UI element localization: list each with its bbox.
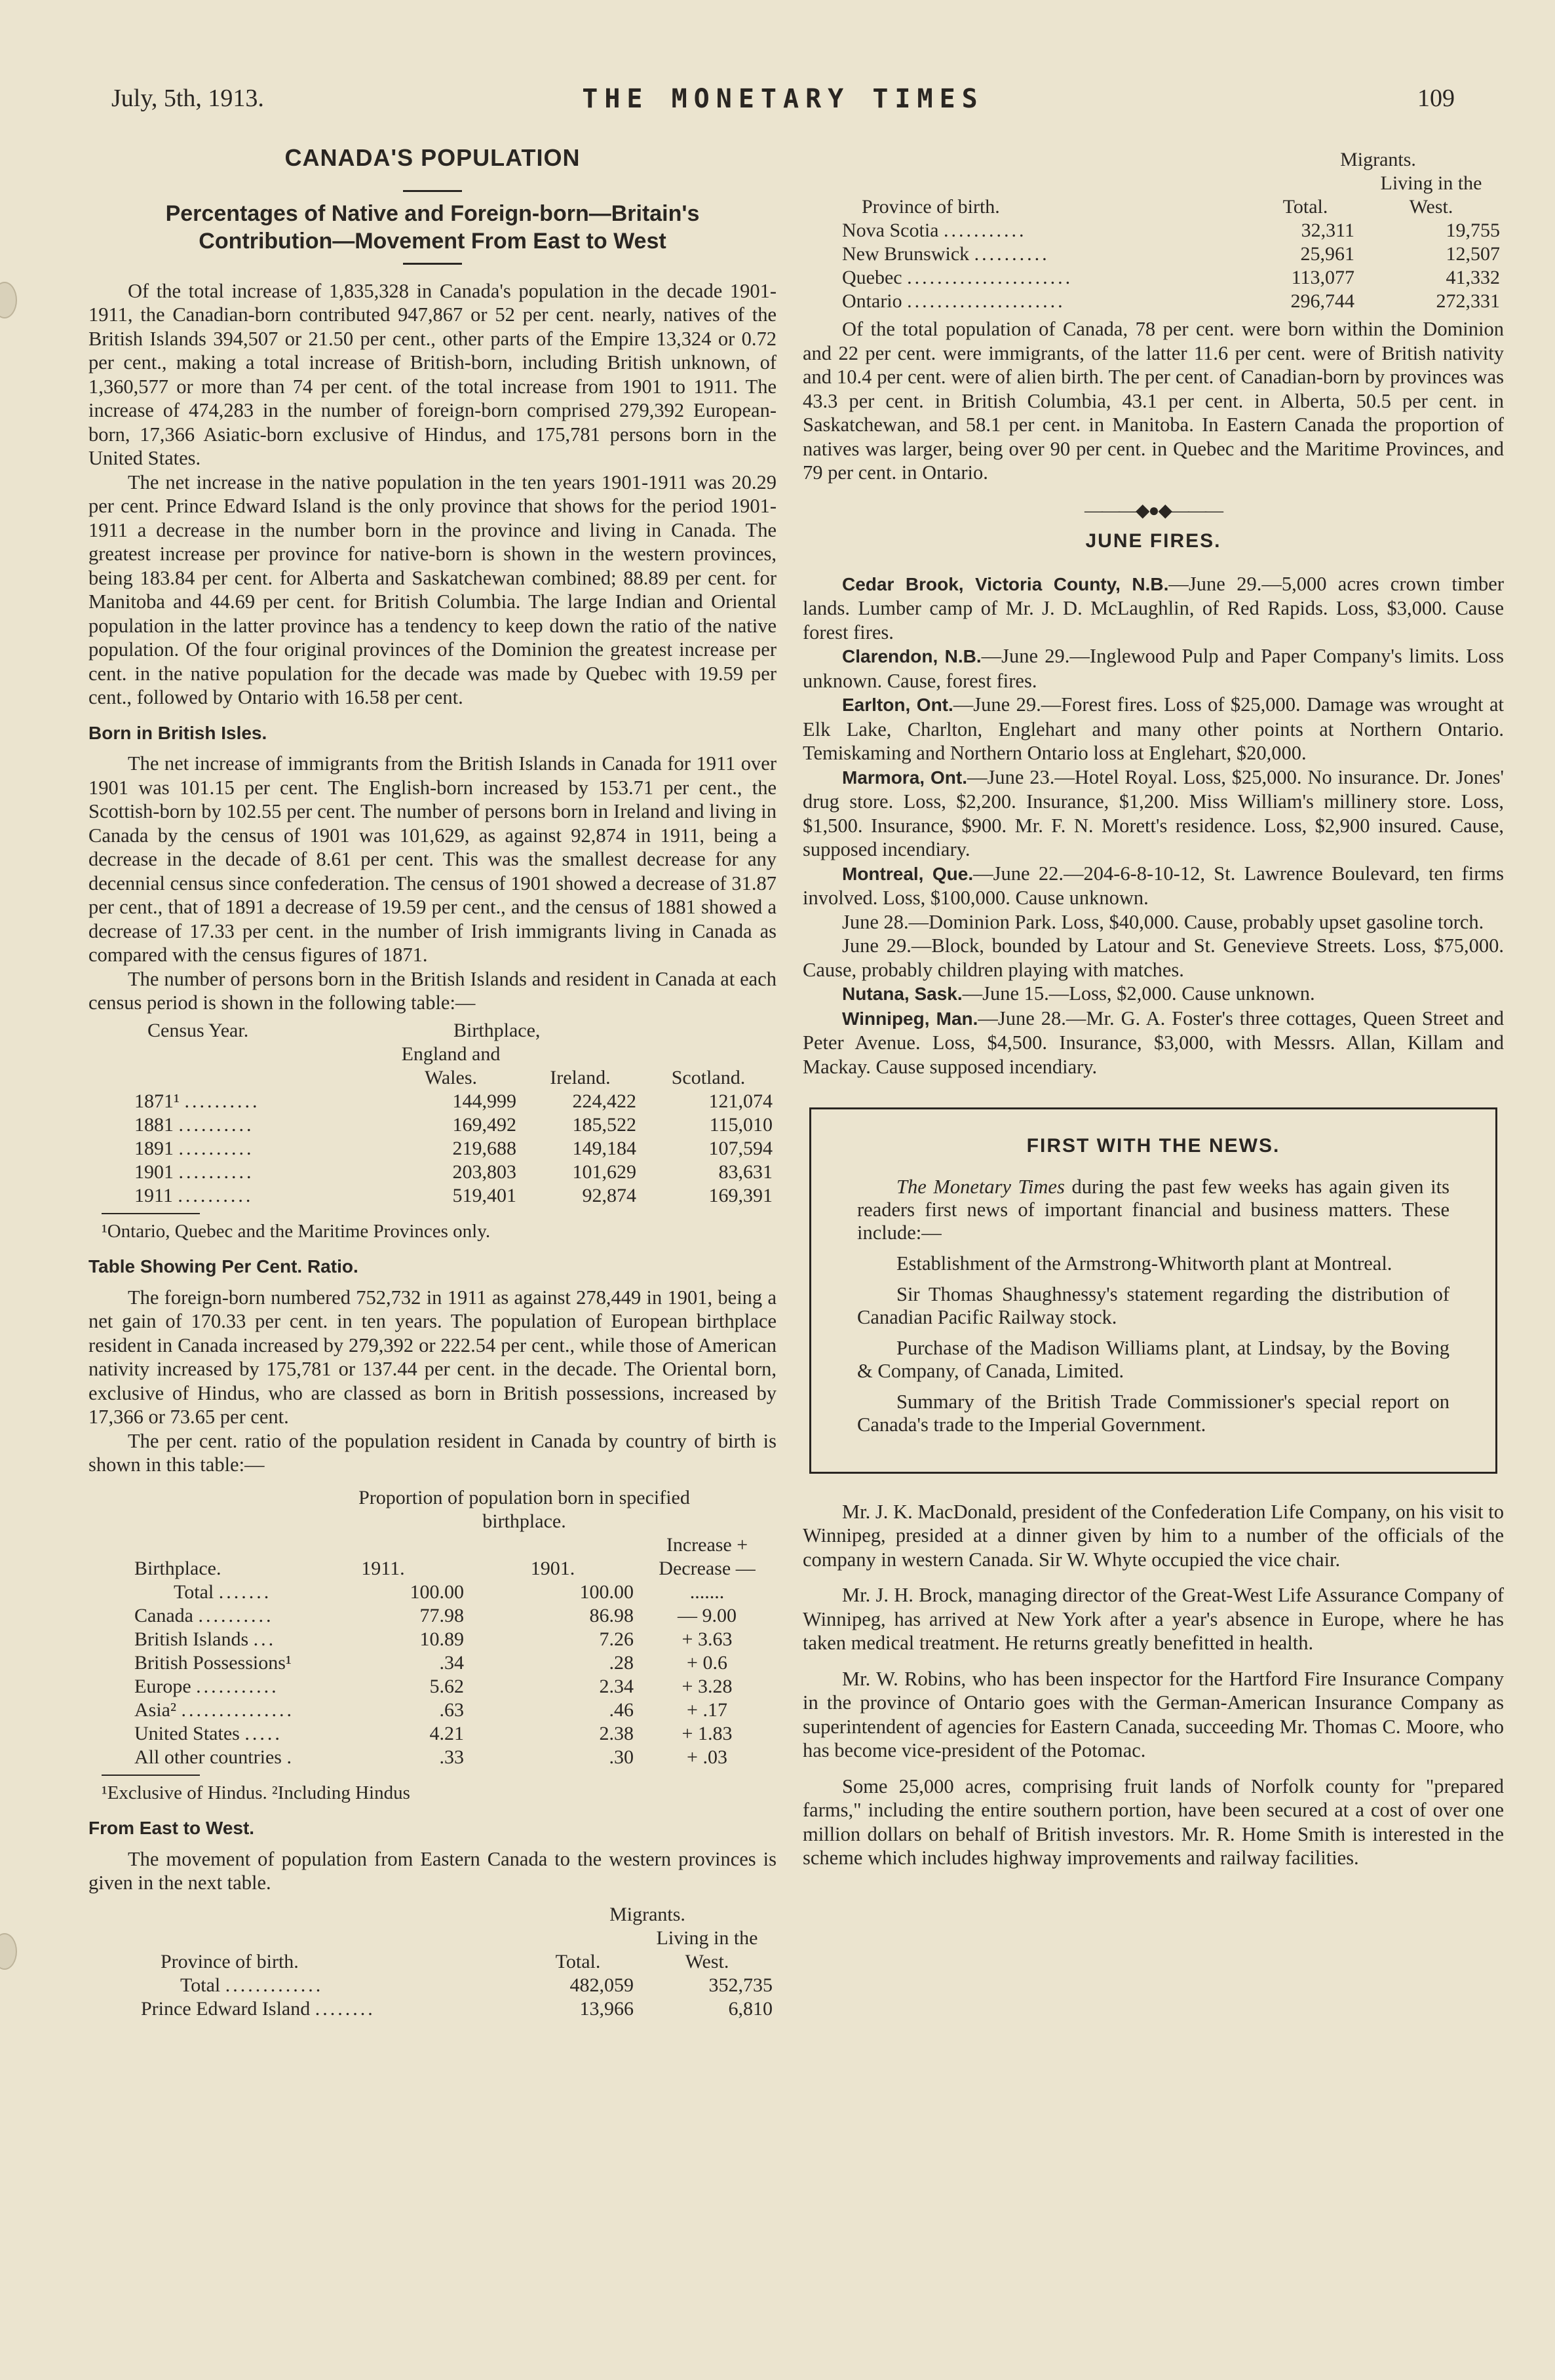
row-place: Nova Scotia — [842, 220, 939, 241]
fire-entry — [803, 693, 1504, 765]
cell-england: 169,492 — [452, 1113, 516, 1136]
article-title: CANADA'S POPULATION — [284, 144, 581, 171]
cell-ireland: 92,874 — [582, 1184, 636, 1206]
migrants-table-left — [88, 1903, 777, 2021]
col-header-year: Census Year. — [147, 1019, 249, 1041]
cell-scotland: 83,631 — [718, 1161, 773, 1183]
box-item: Summary of the British Trade Commissioner's special report on Canada's trade to the Imperial Government. — [857, 1390, 1449, 1436]
col-header-scotland: Scotland. — [671, 1066, 746, 1088]
table-row: Europe ........... 5.62 2.34 + 3.28 — [88, 1675, 777, 1699]
fire-place: Winnipeg, Man. — [842, 1008, 978, 1029]
cell-ireland: 101,629 — [572, 1161, 636, 1183]
col-header-total: Total. — [555, 1950, 601, 1972]
box-item: Purchase of the Madison Williams plant, at Lindsay, by the Boving & Company, of Canada, Limited. — [857, 1336, 1449, 1382]
cell-1911: 5.62 — [429, 1675, 464, 1697]
cell-living: 19,755 — [1446, 220, 1500, 241]
cell-1911: 4.21 — [429, 1722, 464, 1744]
row-place: Total — [180, 1974, 221, 1996]
page-number: 109 — [1417, 85, 1455, 112]
cell-1901: .46 — [609, 1699, 634, 1721]
subtitle-rule — [403, 263, 462, 265]
col-header-ireland: Ireland. — [550, 1066, 611, 1088]
row-place: British Islands — [134, 1628, 249, 1650]
cell-england: 144,999 — [452, 1090, 516, 1112]
cell-1911: 100.00 — [410, 1581, 464, 1603]
cell-scotland: 107,594 — [708, 1137, 773, 1159]
fire-text: —June 22.—204-6-8-10-12, St. Lawrence Boulevard, ten firms involved. Loss, $100,000. Cause unknown. — [803, 862, 1505, 909]
cell-change: + .03 — [687, 1746, 727, 1768]
news-paragraph: Mr. J. H. Brock, managing director of the Great-West Life Assurance Company of Winnipeg, has arrived at New York after a year's absence in Europe, where he has taken medical treatment. He returns greatly benefitted in health. — [803, 1584, 1504, 1654]
row-place: British Possessions¹ — [134, 1651, 292, 1674]
cell-total: 482,059 — [569, 1974, 634, 1996]
table-row: Canada .......... 77.98 86.98 — 9.00 — [88, 1604, 777, 1628]
col-header-living: Living in the West. — [656, 1927, 758, 1972]
page-header — [111, 84, 1455, 123]
fire-text: —June 29.—5,000 acres crown timber lands. Lumber camp of Mr. J. D. McLaughlin, of Red Rapids. Loss, $3,000. Cause forest fires. — [803, 572, 1504, 643]
fire-place: Nutana, Sask. — [842, 984, 963, 1004]
paragraph: The per cent. ratio of the population resident in Canada by country of birth is shown in this table:— — [88, 1429, 777, 1476]
census-table — [88, 1019, 777, 1208]
cell-living: 12,507 — [1446, 243, 1500, 265]
left-column — [88, 134, 777, 2025]
table-row: New Brunswick .......... 25,961 12,507 — [803, 242, 1504, 266]
news-paragraph: Some 25,000 acres, comprising fruit lands of Norfolk county for "prepared farms," including the entire southern portion, have been secured at a cost of over one million dollars on behalf of British investors. Mr. R. Home Smith is interested in the scheme which includes highway improvements and railway facilities. — [803, 1775, 1504, 1869]
binder-hole-bottom — [0, 1933, 17, 1970]
cell-1911: .33 — [439, 1746, 464, 1768]
row-year: 1901 — [134, 1161, 174, 1183]
cell-1901: 100.00 — [579, 1581, 634, 1603]
table-row: United States ..... 4.21 2.38 + 1.83 — [88, 1722, 777, 1746]
cell-change: — 9.00 — [678, 1604, 737, 1626]
fire-entry — [803, 862, 1504, 910]
col-header-province: Province of birth. — [862, 196, 1000, 218]
fire-entry — [803, 1007, 1504, 1079]
cell-change: ....... — [689, 1581, 725, 1603]
issue-date: July, 5th, 1913. — [111, 85, 264, 112]
fire-entry — [803, 765, 1504, 862]
fire-place: Marmora, Ont. — [842, 767, 968, 788]
table-row: 1891 .......... 219,688 149,184 107,594 — [88, 1137, 777, 1161]
cell-change: + 1.83 — [682, 1722, 733, 1744]
box-title: FIRST WITH THE NEWS. — [1026, 1135, 1280, 1157]
fire-text: —June 29.—Inglewood Pulp and Paper Company's limits. Loss unknown. Cause, forest fires. — [803, 645, 1504, 692]
cell-change: + 0.6 — [687, 1651, 727, 1674]
col-header-1901: 1901. — [530, 1557, 575, 1579]
section-heading-ratio: Table Showing Per Cent. Ratio. — [88, 1256, 358, 1276]
table-row: Quebec ...................... 113,077 41,332 — [803, 266, 1504, 290]
fire-text: June 28.—Dominion Park. Loss, $40,000. Cause, probably upset gasoline torch. — [842, 910, 1484, 933]
cell-change: + 3.28 — [682, 1675, 733, 1697]
paragraph: Of the total increase of 1,835,328 in Canada's population in the decade 1901-1911, the Canadian-born contributed 947,867 or 52 per cent. nearly, natives of the British Islands 394,507 or 21.50 per cent., other parts of the Empire 13,324 or 0.72 per cent., making a total increase of British-born, including British unknown, of 1,360,577 or more than 74 per cent. of the total increase from 1901 to 1911. The increase of 474,283 in the number of foreign-born comprised 279,392 European-born, 17,366 Asiatic-born exclusive of Hindus, and 175,781 persons born in the United States. — [88, 279, 777, 469]
col-header-england: England and Wales. — [401, 1043, 501, 1088]
cell-total: 25,961 — [1300, 243, 1354, 265]
col-header-province: Province of birth. — [161, 1950, 299, 1972]
cell-living: 41,332 — [1446, 267, 1500, 288]
row-year: 1871¹ — [134, 1090, 180, 1112]
table-row: 1881 .......... 169,492 185,522 115,010 — [88, 1113, 777, 1137]
cell-change: + 3.63 — [682, 1628, 733, 1650]
cell-ireland: 149,184 — [572, 1137, 636, 1159]
table-row: Ontario ..................... 296,744 272,331 — [803, 290, 1504, 313]
cell-1901: 2.38 — [599, 1722, 634, 1744]
row-place: Total — [174, 1581, 214, 1603]
fire-entry — [803, 644, 1504, 693]
row-place: New Brunswick — [842, 243, 970, 265]
section-ornament: ———◆●◆——— — [1085, 500, 1222, 521]
fire-text: —June 23.—Hotel Royal. Loss, $25,000. No insurance. Dr. Jones' drug store. Loss, $2,200. Insurance, $1,200. Miss William's millinery store. Loss, $1,500. Insurance, $900. Mr. F. N. Morett's residence. Loss, $2,900 insured. Cause, supposed incendiary. — [803, 765, 1504, 860]
cell-england: 203,803 — [452, 1161, 516, 1183]
cell-scotland: 169,391 — [708, 1184, 773, 1206]
table-row: British Islands ... 10.89 7.26 + 3.63 — [88, 1628, 777, 1651]
col-header-birthplace: Birthplace, — [453, 1019, 541, 1041]
cell-total: 13,966 — [579, 1997, 634, 2020]
fire-text: June 29.—Block, bounded by Latour and St. Genevieve Streets. Loss, $75,000. Cause, probably children playing with matches. — [803, 934, 1504, 981]
row-place: Prince Edward Island — [141, 1997, 311, 2020]
cell-living: 352,735 — [708, 1974, 773, 1996]
cell-england: 519,401 — [452, 1184, 516, 1206]
table-row: Nova Scotia ........... 32,311 19,755 — [803, 219, 1504, 242]
fire-entry — [803, 910, 1504, 934]
row-place: Canada — [134, 1604, 193, 1626]
paragraph: The net increase in the native population in the ten years 1901-1911 was 20.29 per cent. Prince Edward Island is the only province that shows for the period 1901-1911 a decrease in the number born in the province and living in Canada. The greatest increase per province for native-born is shown in the western provinces, being 183.84 per cent. for Alberta and Saskatchewan combined; 88.89 per cent. for Manitoba and 44.69 per cent. for British Columbia. The large Indian and Oriental population in the latter province has a tendency to keep down the ratio of the native population. Of the four original provinces of the Dominion the greatest increase per cent. in the native population for the decade was made by Quebec with 19.59 per cent., followed by Ontario with 16.58 per cent. — [88, 470, 777, 708]
paragraph: The movement of population from Eastern Canada to the western provinces is given in the next table. — [88, 1847, 777, 1894]
first-with-news-box — [809, 1107, 1497, 1474]
cell-ireland: 224,422 — [572, 1090, 636, 1112]
row-place: Ontario — [842, 290, 902, 312]
paragraph: The foreign-born numbered 752,732 in 1911 as against 278,449 in 1901, being a net gain of 170.33 per cent. in ten years. The population of European birthplace resident in Canada increased by 279,392 or 222.54 per cent., while those of American nativity increased by 175,781 or 137.44 per cent. in the decade. The Oriental born, exclusive of Hindus, who are classed as born in British possessions, increased by 17,366 or 73.65 per cent. — [88, 1286, 777, 1428]
table-row: All other countries . .33 .30 + .03 — [88, 1746, 777, 1769]
table-row — [88, 1651, 777, 1675]
article-subtitle: Percentages of Native and Foreign-born—Britain's Contribution—Movement From East to West — [165, 201, 700, 254]
cell-1901: .28 — [609, 1651, 634, 1674]
section-heading-east: From East to West. — [88, 1818, 255, 1838]
cell-living: 272,331 — [1436, 290, 1500, 312]
cell-1911: 10.89 — [419, 1628, 464, 1650]
col-header-migrants: Migrants. — [1340, 149, 1416, 170]
col-header-change: Increase + Decrease — — [659, 1533, 756, 1579]
table-row: Prince Edward Island ........ 13,966 6,810 — [88, 1997, 777, 2021]
migrants-table-right — [803, 148, 1504, 313]
row-place: Asia² — [134, 1699, 176, 1721]
table-row: 1871¹ .......... 144,999 224,422 121,074 — [88, 1090, 777, 1113]
cell-scotland: 121,074 — [708, 1090, 773, 1112]
cell-1911: 77.98 — [419, 1604, 464, 1626]
table-row: Total ............. 482,059 352,735 — [88, 1974, 777, 1997]
footnote-rule — [102, 1213, 200, 1214]
row-place: Quebec — [842, 267, 902, 288]
col-header-living: Living in the West. — [1380, 172, 1482, 218]
cell-1901: 7.26 — [599, 1628, 634, 1650]
box-intro — [857, 1176, 1449, 1244]
box-intro-text: during the past few weeks has again given its readers first news of important financial and business matters. These include:— — [857, 1175, 1449, 1244]
news-paragraph: Mr. J. K. MacDonald, president of the Confederation Life Company, on his visit to Winnipeg, presided at a dinner given by him to a number of the officials of the company in western Canada. Sir W. Whyte occupied the vice chair. — [803, 1500, 1504, 1571]
paragraph: Of the total population of Canada, 78 per cent. were born within the Dominion and 22 per cent. were immigrants, of the latter 11.6 per cent. were of British nativity and 10.4 per cent. were of alien birth. The per cent. of Canadian-born by provinces was 43.3 per cent. in British Columbia, 43.1 per cent. in Alberta, 50.5 per cent. in Saskatchewan, and 58.1 per cent. in Manitoba. In Eastern Canada the proportion of natives was larger, being over 90 per cent. in Quebec and the Maritime Provinces, and 79 per cent. in Ontario. — [803, 318, 1504, 484]
news-paragraph: Mr. W. Robins, who has been inspector for the Hartford Fire Insurance Company in the province of Ontario goes with the German-American Insurance Company as superintendent of agencies for Eastern Canada, succeeding Mr. Thomas C. Moore, who has become vice-president of the Potomac. — [803, 1667, 1504, 1761]
binder-hole-top — [0, 282, 17, 318]
table-row: 1901 .......... 203,803 101,629 83,631 — [88, 1161, 777, 1184]
right-column — [803, 144, 1504, 1870]
fire-text: —June 29.—Forest fires. Loss of $25,000. Damage was wrought at Elk Lake, Charlton, Englehart and many other points at Northern Ontario. Temiskaming and Northern Ontario loss at Englehart, $20,000. — [803, 693, 1504, 764]
row-place: All other countries — [134, 1746, 282, 1768]
cell-living: 6,810 — [728, 1997, 773, 2020]
footnote-rule — [102, 1775, 200, 1776]
box-item: Establishment of the Armstrong-Whitworth plant at Montreal. — [896, 1252, 1392, 1275]
col-header-total: Total. — [1282, 196, 1328, 218]
cell-ireland: 185,522 — [572, 1113, 636, 1136]
fire-entry — [803, 934, 1504, 982]
ratio-table — [88, 1486, 777, 1769]
row-year: 1881 — [134, 1113, 174, 1136]
cell-total: 296,744 — [1290, 290, 1354, 312]
row-year: 1911 — [134, 1184, 173, 1206]
row-place: Europe — [134, 1675, 191, 1697]
census-footnote: ¹Ontario, Quebec and the Maritime Provinces only. — [102, 1220, 491, 1242]
cell-1911: .63 — [439, 1699, 464, 1721]
fire-place: Clarendon, N.B. — [842, 646, 982, 666]
cell-england: 219,688 — [452, 1137, 516, 1159]
fire-entry — [803, 572, 1504, 645]
row-year: 1891 — [134, 1137, 174, 1159]
paragraph: The number of persons born in the British Islands and resident in Canada at each census period is shown in the following table:— — [88, 967, 777, 1014]
fire-text: —June 28.—Mr. G. A. Foster's three cottages, Queen Street and Peter Avenue. Loss, $4,500. Insurance, $3,000, with Messrs. Allan, Killam and Mackay. Cause supposed incendiary. — [803, 1007, 1504, 1078]
paragraph: The net increase of immigrants from the British Islands in Canada for 1911 over 1901 was 101.15 per cent. The English-born increased by 153.71 per cent., the Scottish-born by 102.55 per cent. The number of persons born in Ireland and living in Canada by the census of 1901 was 101,629, as against 92,874 in 1911, being a decrease in the decade of 8.61 per cent. This was the smallest decrease for any decennial census since confederation. The census of 1901 showed a decrease of 31.87 per cent., that of 1891 a decrease of 19.59 per cent., and the census of 1881 showed a decrease of 17.33 per cent. in the number of Irish immigrants living in Canada as compared with the census figures of 1871. — [88, 752, 777, 966]
cell-1911: .34 — [439, 1651, 464, 1674]
title-rule — [403, 190, 462, 192]
section-heading-born: Born in British Isles. — [88, 722, 267, 743]
col-header-1911: 1911. — [361, 1557, 405, 1579]
fire-place: Earlton, Ont. — [842, 695, 953, 715]
cell-1901: .30 — [609, 1746, 634, 1768]
cell-1901: 2.34 — [599, 1675, 634, 1697]
col-header-migrants: Migrants. — [609, 1903, 685, 1925]
col-header-proportion: Proportion of population born in specified birthplace. — [358, 1486, 690, 1532]
ratio-footnote: ¹Exclusive of Hindus. ²Including Hindus — [102, 1782, 410, 1803]
cell-1901: 86.98 — [589, 1604, 634, 1626]
table-row: 1911 .......... 519,401 92,874 169,391 — [88, 1184, 777, 1208]
row-place: United States — [134, 1722, 240, 1744]
table-row: Asia² ............... .63 .46 + .17 — [88, 1699, 777, 1722]
box-item: Sir Thomas Shaughnessy's statement regarding the distribution of Canadian Pacific Railway stock. — [857, 1282, 1449, 1328]
cell-total: 32,311 — [1301, 220, 1354, 241]
cell-total: 113,077 — [1291, 267, 1354, 288]
col-header-birthplace: Birthplace. — [134, 1557, 221, 1579]
publication-name: The Monetary Times — [896, 1175, 1065, 1198]
masthead: THE MONETARY TIMES — [582, 84, 984, 114]
fire-text: —June 15.—Loss, $2,000. Cause unknown. — [962, 982, 1315, 1005]
fire-place: Montreal, Que. — [842, 863, 974, 884]
fire-place: Cedar Brook, Victoria County, N.B. — [842, 573, 1169, 594]
table-row: Total ....... 100.00 100.00 ....... — [88, 1581, 777, 1604]
fire-entry — [803, 982, 1504, 1007]
cell-scotland: 115,010 — [709, 1113, 773, 1136]
fires-title: JUNE FIRES. — [1085, 530, 1221, 552]
cell-change: + .17 — [687, 1699, 727, 1721]
